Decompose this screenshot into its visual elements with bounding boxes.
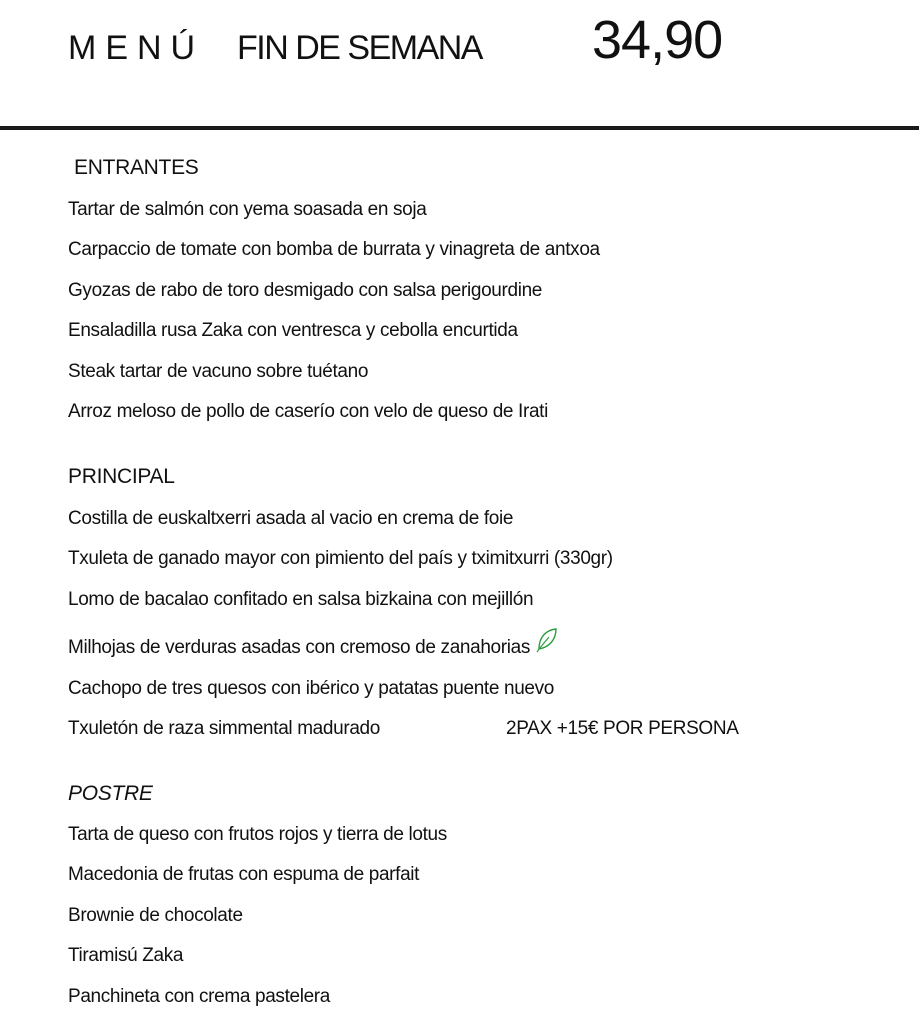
menu-header xyxy=(0,0,921,100)
menu-item: Carpaccio de tomate con bomba de burrata y vinagreta de antxoa xyxy=(68,239,600,260)
menu-item-note: 2PAX +15€ POR PERSONA xyxy=(506,718,739,739)
menu-item: Arroz meloso de pollo de caserío con velo de queso de Irati xyxy=(68,401,548,422)
section-title-postre: POSTRE xyxy=(68,782,153,805)
menu-item: Tiramisú Zaka xyxy=(68,945,184,966)
section-title-principal: PRINCIPAL xyxy=(68,465,175,488)
header-divider xyxy=(0,126,919,130)
menu-item-label: Milhojas de verduras asadas con cremoso de zanahorias xyxy=(68,637,530,658)
menu-title-subtitle: FIN DE SEMANA xyxy=(237,29,482,67)
menu-price: 34,90 xyxy=(592,10,723,70)
menu-item: Cachopo de tres quesos con ibérico y patatas puente nuevo xyxy=(68,678,554,699)
menu-item: Costilla de euskaltxerri asada al vacio en crema de foie xyxy=(68,508,514,529)
menu-item: Txuleta de ganado mayor con pimiento del país y tximitxurri (330gr) xyxy=(68,548,613,569)
menu-item: Brownie de chocolate xyxy=(68,905,243,926)
menu-item: Txuletón de raza simmental madurado xyxy=(68,718,380,739)
section-title-entrantes: ENTRANTES xyxy=(74,156,199,179)
menu-item: Gyozas de rabo de toro desmigado con salsa perigourdine xyxy=(68,280,542,301)
menu-item: Ensaladilla rusa Zaka con ventresca y cebolla encurtida xyxy=(68,320,518,341)
menu-item: Lomo de bacalao confitado en salsa bizkaina con mejillón xyxy=(68,589,534,610)
menu-title-word: MENÚ xyxy=(68,29,205,67)
menu-item: Steak tartar de vacuno sobre tuétano xyxy=(68,361,369,382)
menu-item: Tarta de queso con frutos rojos y tierra de lotus xyxy=(68,824,447,845)
menu-item: Panchineta con crema pastelera xyxy=(68,986,330,1007)
menu-item-vegetarian xyxy=(68,635,558,661)
leaf-icon xyxy=(536,627,558,653)
menu-item: Macedonia de frutas con espuma de parfait xyxy=(68,864,420,885)
menu-item: Tartar de salmón con yema soasada en soja xyxy=(68,199,427,220)
